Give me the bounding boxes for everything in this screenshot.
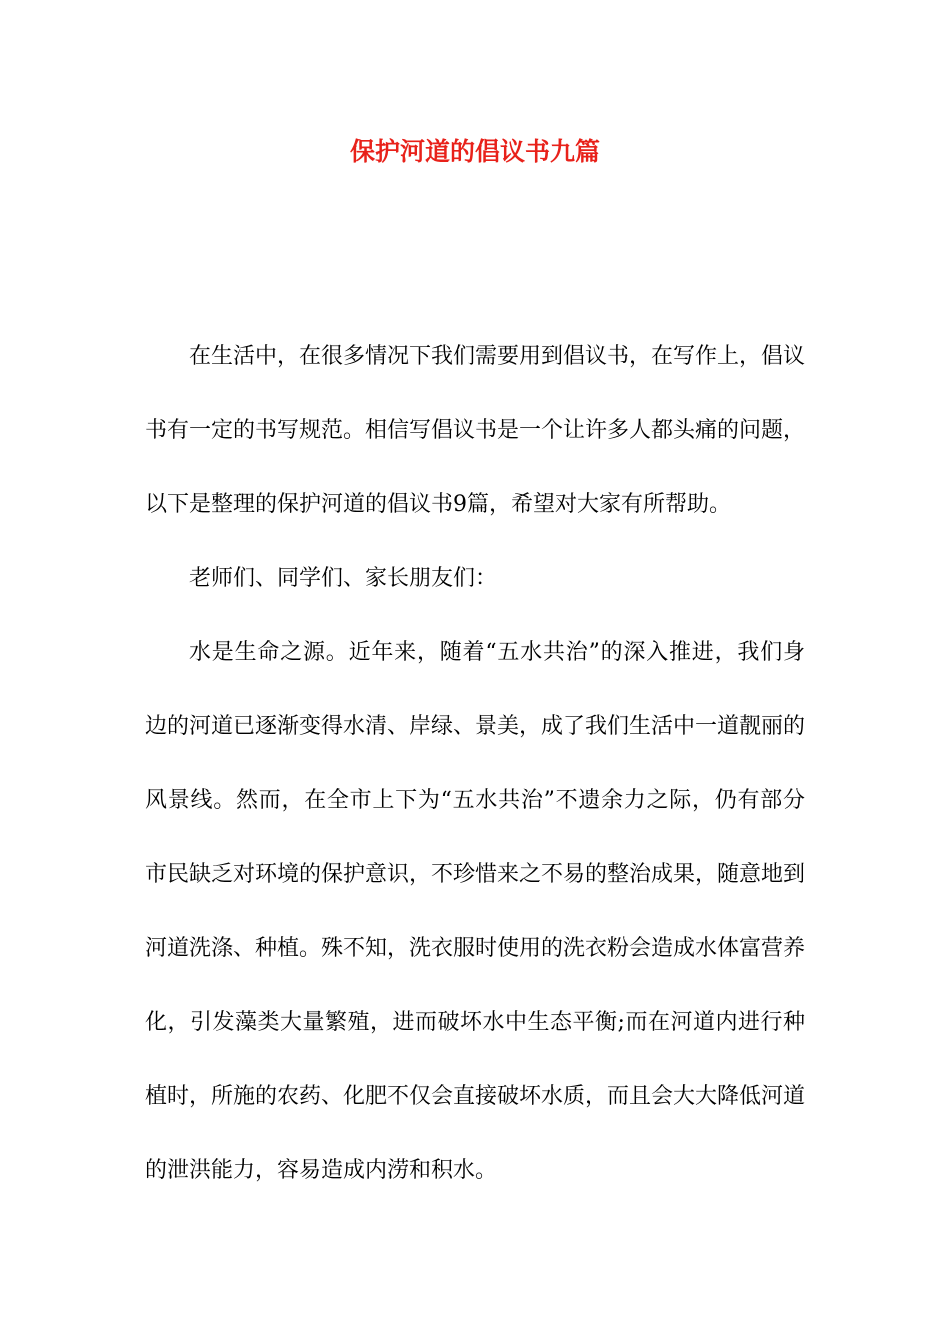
document-body xyxy=(145,320,805,1208)
document-title: 保护河道的倡议书九篇 xyxy=(349,137,600,166)
body-paragraph: 水是生命之源。近年来，随着“五水共治”的深入推进，我们身边的河道已逐渐变得水清、岸绿、景美，成了我们生活中一道靓丽的风景线。然而，在全市上下为“五水共治”不遗余力之际，仍有部分市民缺乏对环境的保护意识，不珍惜来之不易的整治成果，随意地到河道洗涤、种植。殊不知，洗衣服时使用的洗衣粉会造成水体富营养化，引发藻类大量繁殖，进而破坏水中生态平衡;而在河道内进行种植时，所施的农药、化肥不仅会直接破坏水质，而且会大大降低河道的泄洪能力，容易造成内涝和积水。 xyxy=(145,640,806,1183)
intro-paragraph: 在生活中，在很多情况下我们需要用到倡议书，在写作上，倡议书有一定的书写规范。相信写倡议书是一个让许多人都头痛的问题，以下是整理的保护河道的倡议书9篇，希望对大家有所帮助。 xyxy=(145,344,806,517)
salutation-paragraph: 老师们、同学们、家长朋友们： xyxy=(189,566,498,591)
